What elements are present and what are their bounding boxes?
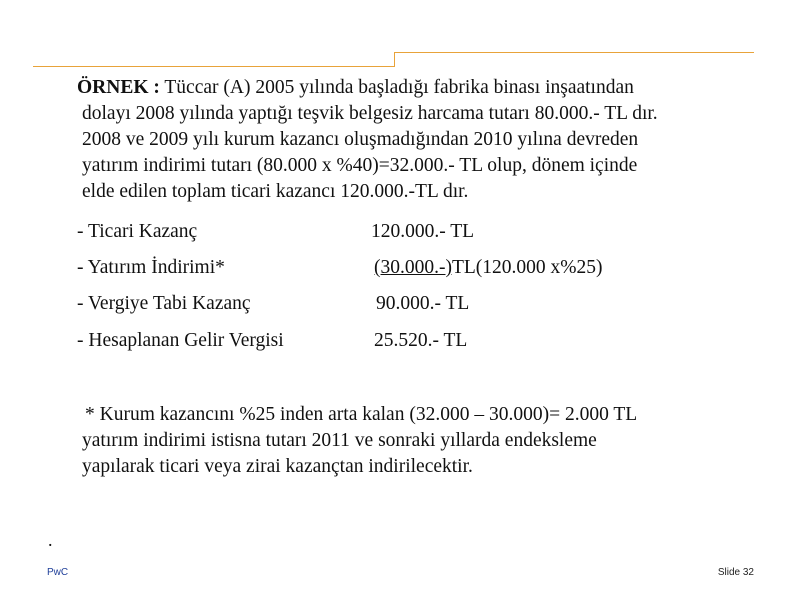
item-row-ticari-kazanc [77,221,697,247]
slide-number: Slide 32 [717,567,754,578]
example-line-2: dolayı 2008 yılında yaptığı teşvik belgesiz harcama tutarı 80.000.- TL dır. [82,103,658,124]
example-line-4: yatırım indirimi tutarı (80.000 x %40)=32.000.- TL olup, dönem içinde [82,155,638,176]
header-rule-left [33,66,395,67]
note-paragraph [82,402,637,480]
example-line-1 [77,75,658,101]
item-value: 90.000.- TL [376,293,470,314]
item-value-rest: TL(120.000 x%25) [451,257,603,278]
note-line-3: yapılarak ticari veya zirai kazançtan indirilecektir. [82,456,473,477]
example-label: ÖRNEK : [77,77,160,98]
item-label: - Yatırım İndirimi* [77,257,225,278]
item-label: - Ticari Kazanç [77,221,198,242]
item-label: - Hesaplanan Gelir Vergisi [77,330,284,351]
item-row-hesaplanan-gelir-vergisi [77,330,697,356]
item-value [374,257,603,279]
header-rule-step [394,52,395,67]
header-rule-right [394,52,754,53]
note-line-1: * Kurum kazancını %25 inden arta kalan (32.000 – 30.000)= 2.000 TL [85,404,638,425]
example-paragraph [77,75,658,205]
item-value: 120.000.- TL [371,221,475,242]
item-row-yatirim-indirimi [77,257,697,283]
example-line-3: 2008 ve 2009 yılı kurum kazancı oluşmadığından 2010 yılına devreden [82,129,639,150]
example-line-1-text: Tüccar (A) 2005 yılında başladığı fabrika binası inşaatından [159,77,634,98]
item-row-vergiye-tabi-kazanc [77,293,697,319]
footer-brand: PwC [47,567,69,578]
item-label: - Vergiye Tabi Kazanç [77,293,251,314]
stray-dot: . [48,530,53,550]
item-value-underlined: (30.000.-) [374,257,452,278]
example-line-5: elde edilen toplam ticari kazancı 120.000.-TL dır. [82,181,469,202]
note-line-2: yatırım indirimi istisna tutarı 2011 ve sonraki yıllarda endeksleme [82,430,597,451]
item-value: 25.520.- TL [374,330,468,351]
